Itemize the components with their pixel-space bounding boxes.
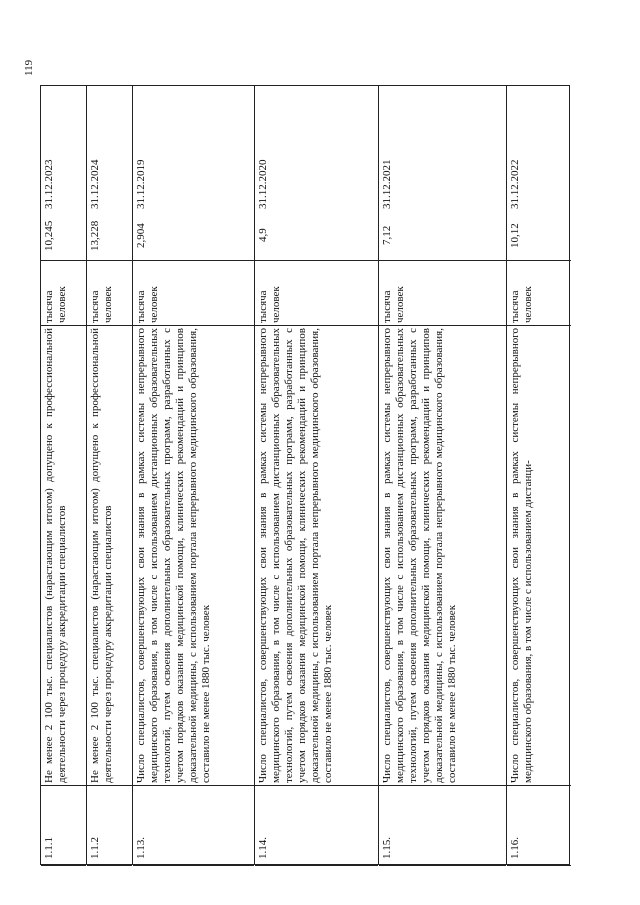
row-unit: тысяча человек — [507, 261, 571, 326]
row-date: 31.12.2019 — [135, 159, 147, 209]
row-description: Не менее 2 100 тыс. специалистов (нарастающим итогом) допущено к профессиональной деятельности через процедуру аккредитации специалистов — [41, 326, 86, 786]
row-unit: тысяча человек — [133, 261, 254, 326]
row-description: Число специалистов, совершенствующих свои знания в рамках системы непрерывного медицинского образования, в том числе с использованием дистанци- — [507, 326, 571, 786]
row-number: 1.1.1 — [41, 786, 86, 866]
row-unit: тысяча человек — [41, 261, 86, 326]
row-unit: тысяча человек — [255, 261, 378, 326]
row-date: 31.12.2021 — [381, 159, 393, 209]
row-date: 31.12.2020 — [257, 159, 269, 209]
table-row — [379, 86, 507, 864]
row-number: 1.14. — [255, 786, 378, 866]
row-date: 31.12.2022 — [509, 159, 521, 209]
row-description: Число специалистов, совершенствующих свои знания в рамках системы непрерывного медицинского образования, в том числе с использованием дистанционных образовательных технологий, путем освоения дополнительных образовательных программ, разработанных с учетом порядков оказания медицинской помощи, клинических рекомендаций и принципов доказательной медицины, с использованием портала непрерывного медицинского образования, составило не менее 1880 тыс. человек — [133, 326, 254, 786]
row-value: 4,9 — [255, 211, 378, 261]
row-number: 1.13. — [133, 786, 254, 866]
row-value: 2,904 — [133, 211, 254, 261]
row-number: 1.16. — [507, 786, 571, 866]
row-unit: тысяча человек — [87, 261, 132, 326]
table-row — [41, 86, 87, 864]
row-unit: тысяча человек — [379, 261, 506, 326]
table-row — [255, 86, 379, 864]
table-row — [87, 86, 133, 864]
row-date: 31.12.2024 — [89, 159, 101, 209]
indicator-table — [40, 85, 570, 865]
row-description: Не менее 2 100 тыс. специалистов (нарастающим итогом) допущено к профессиональной деятельности через процедуру аккредитации специалистов — [87, 326, 132, 786]
row-number: 1.15. — [379, 786, 506, 866]
row-value: 10,12 — [507, 211, 571, 261]
row-description: Число специалистов, совершенствующих свои знания в рамках системы непрерывного медицинского образования, в том числе с использованием дистанционных образовательных технологий, путем освоения дополнительных образовательных программ, разработанных с учетом порядков оказания медицинской помощи, клинических рекомендаций и принципов доказательной медицины, с использованием портала непрерывного медицинского образования, составило не менее 1880 тыс. человек — [255, 326, 378, 786]
page-number: 119 — [23, 59, 35, 77]
row-description: Число специалистов, совершенствующих свои знания в рамках системы непрерывного медицинского образования, в том числе с использованием дистанционных образовательных технологий, путем освоения дополнительных образовательных программ, разработанных с учетом порядков оказания медицинской помощи, клинических рекомендаций и принципов доказательной медицины, с использованием портала непрерывного медицинского образования, составило не менее 1880 тыс. человек — [379, 326, 506, 786]
row-value: 13,228 — [87, 211, 132, 261]
row-date: 31.12.2023 — [43, 159, 55, 209]
row-number: 1.1.2 — [87, 786, 132, 866]
row-value: 10,245 — [41, 211, 86, 261]
table-row — [133, 86, 255, 864]
row-value: 7,12 — [379, 211, 506, 261]
table-row — [507, 86, 571, 864]
